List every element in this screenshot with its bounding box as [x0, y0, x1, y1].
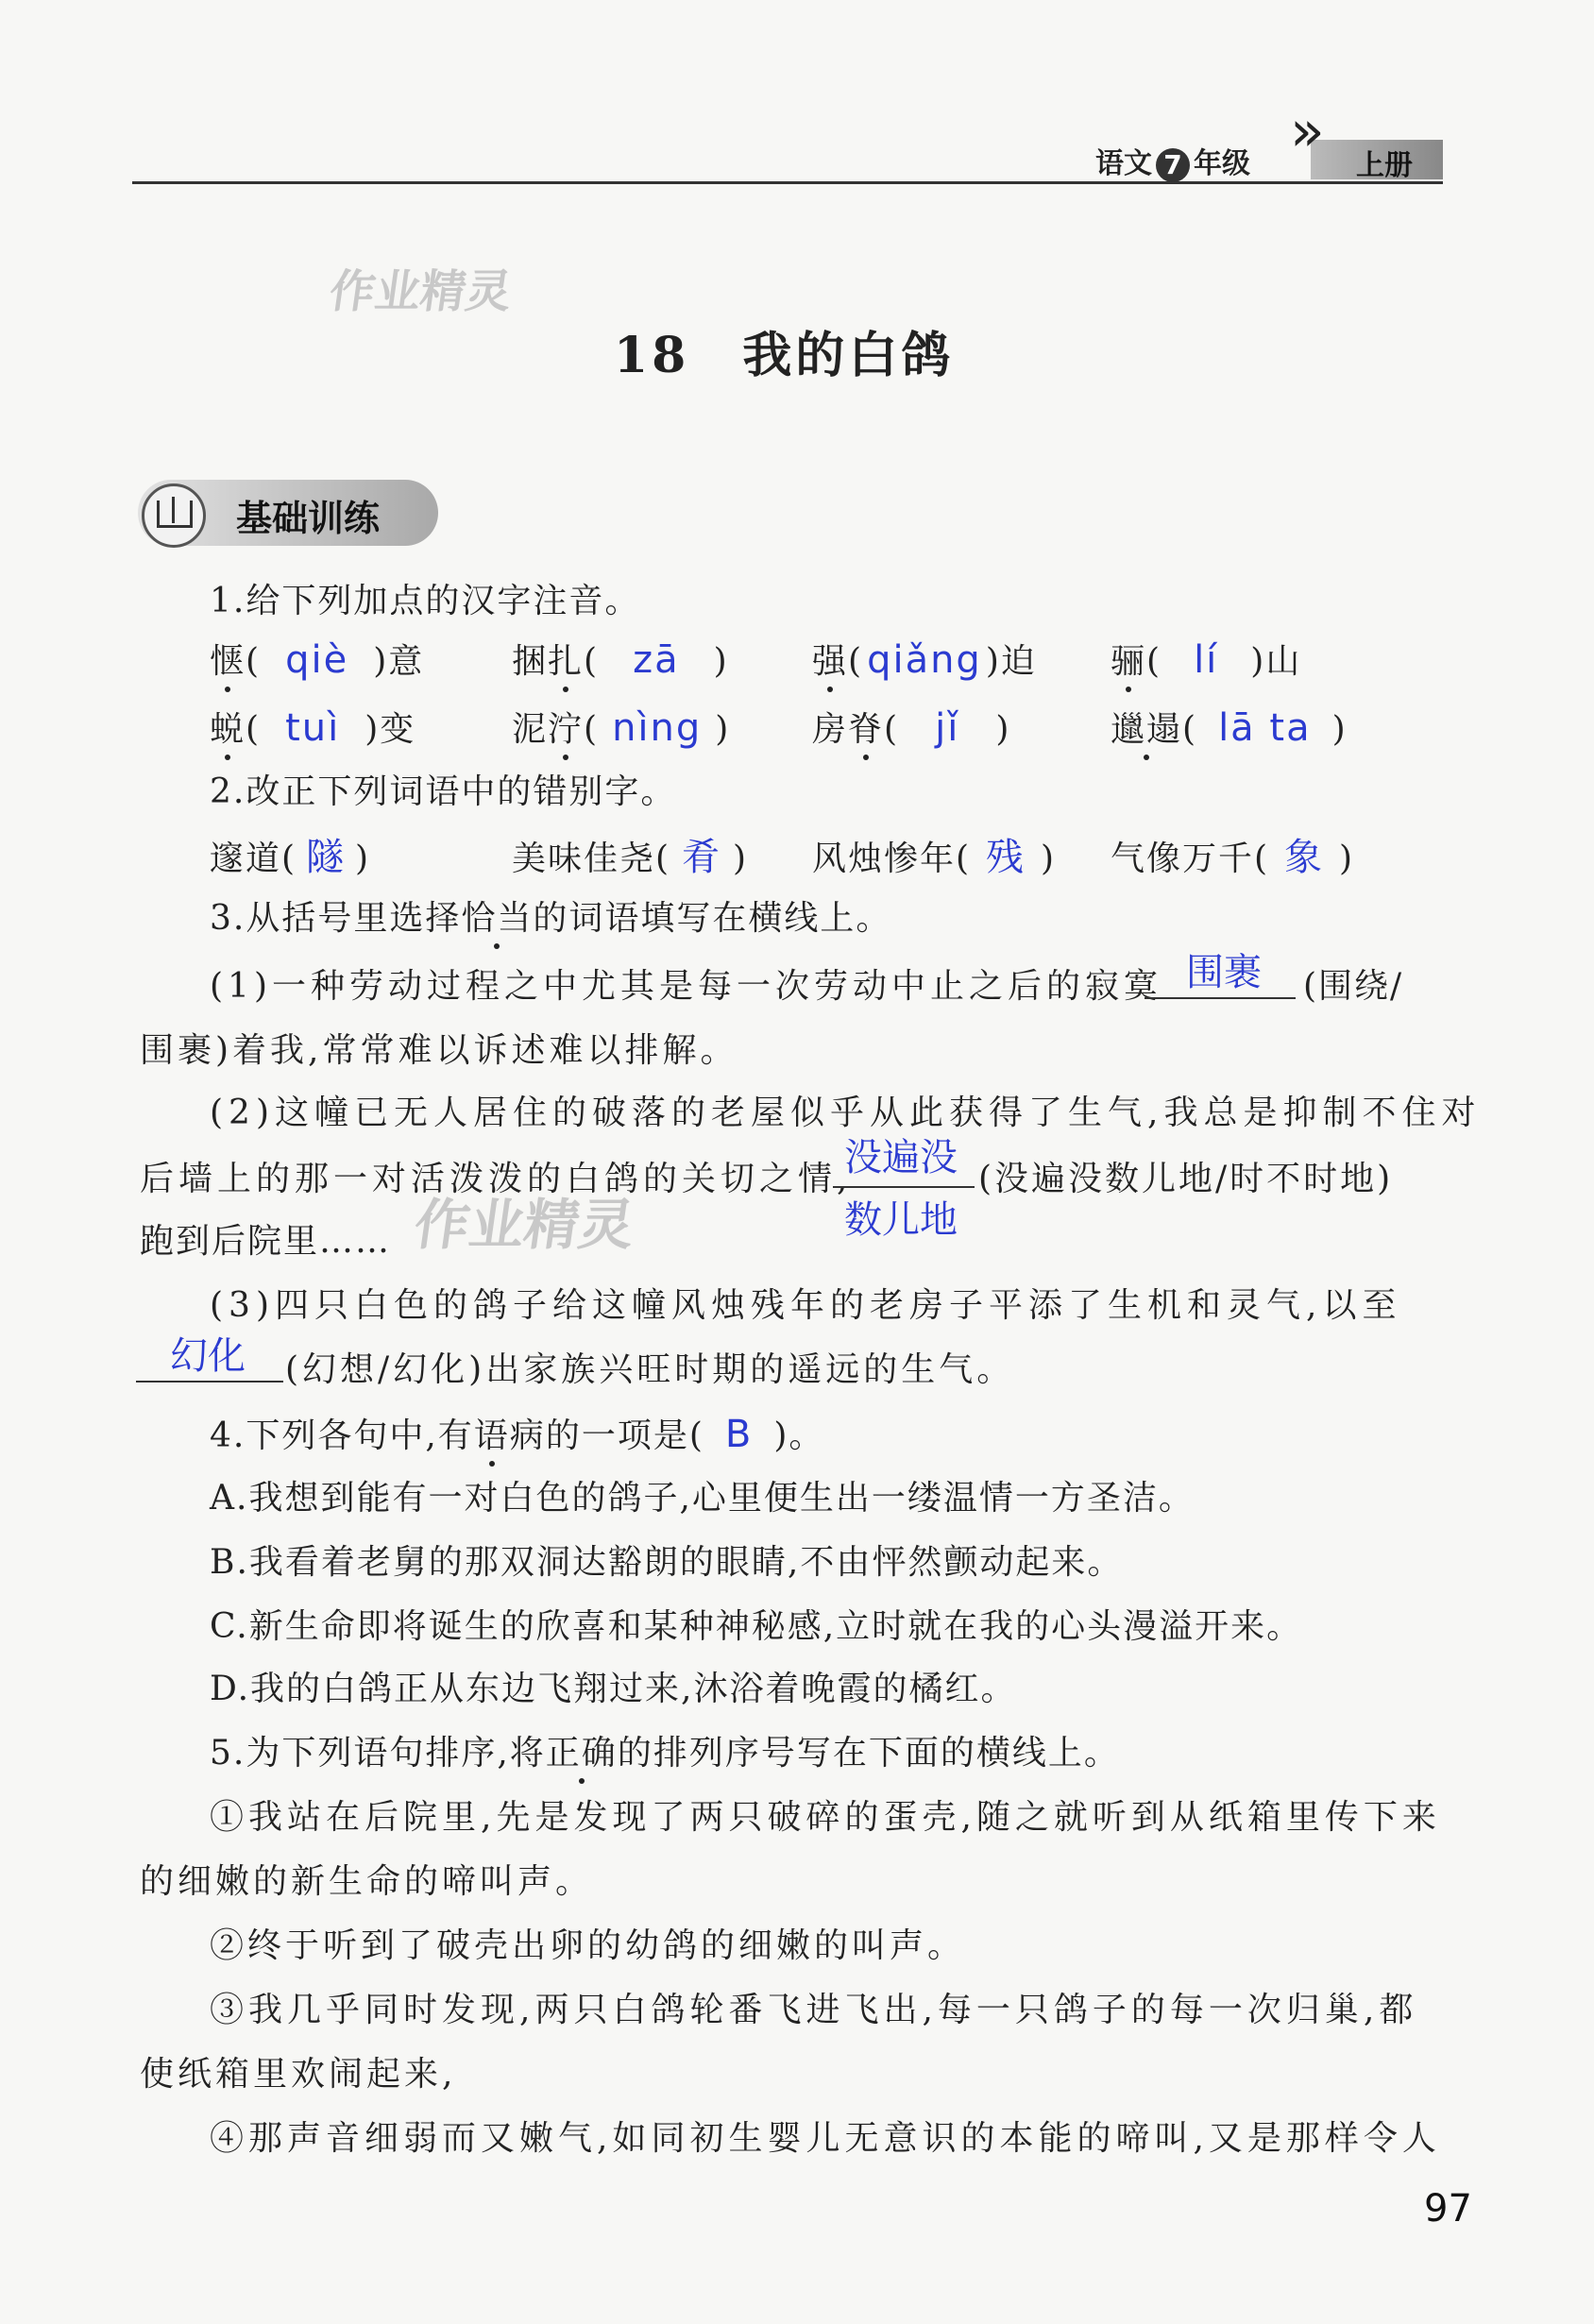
q1-item: 邋遢( lā ta ): [1111, 703, 1348, 751]
q1-item: 捆扎( zā ): [512, 635, 729, 683]
q3-sentence-2-end: 跑到后院里……: [140, 1222, 392, 1261]
q3-sentence-1-cont: 围裹)着我,常常难以诉述难以排解。: [140, 1031, 738, 1070]
header-grade: [1095, 140, 1250, 182]
q1-item: 房脊( jǐ ): [812, 703, 1010, 751]
q1-item: 强( qiǎng )迫: [812, 635, 1037, 683]
q2-item: 风烛惨年( 残 ): [812, 836, 1057, 879]
header-grade-word: 年级: [1194, 147, 1250, 180]
q3-sentence-3-cont: (幻想/幻化)出家族兴旺时期的遥远的生气。: [285, 1350, 1015, 1389]
grade-number-badge: 7: [1156, 148, 1190, 182]
q4-option-d: D.我的白鸽正从东边飞翔过来,沐浴着晚霞的橘红。: [210, 1670, 1017, 1708]
handwritten-answer: 幻化: [170, 1334, 246, 1378]
q5-sentence-4: ④那声音细弱而又嫩气,如同初生婴儿无意识的本能的啼叫,又是那样令人: [210, 2119, 1441, 2158]
q5-stem: 5.为下列语句排序,将正确的排列序号写在下面的横线上。: [210, 1726, 1120, 1774]
q5-sentence-2: ②终于听到了破壳出卵的幼鸽的细嫩的叫声。: [210, 1926, 966, 1965]
q4-option-c: C.新生命即将诞生的欣喜和某种神秘感,立时就在我的心头漫溢开来。: [210, 1607, 1303, 1646]
page-number: 97: [1424, 2187, 1472, 2231]
q1-item: 骊( lí )山: [1111, 635, 1301, 683]
q1-item: 泥泞( nìng ): [512, 703, 730, 751]
q3-sentence-3: (3)四只白色的鸽子给这幢风烛残年的老房子平添了生机和灵气,以至: [210, 1286, 1402, 1325]
header-subject: 语文: [1095, 147, 1152, 180]
q2-item: 美味佳尧( 肴 ): [512, 836, 749, 879]
q3-sentence-2: (2)这幢已无人居住的破落的老屋似乎从此获得了生气,我总是抑制不住对: [210, 1094, 1482, 1132]
handwritten-answer: 没遍没: [844, 1136, 958, 1179]
q2-item: 气像万千( 象 ): [1111, 836, 1355, 879]
q3-sentence-1-options: (围绕/: [1303, 967, 1404, 1006]
q4-option-a: A.我想到能有一对白色的鸽子,心里便生出一缕温情一方圣洁。: [210, 1479, 1195, 1518]
q3-sentence-2-cont: 后墙上的那一对活泼泼的白鸽的关切之情,: [140, 1160, 853, 1198]
q5-sentence-3-cont: 使纸箱里欢闹起来,: [140, 2055, 457, 2094]
q3-stem: 3.从括号里选择恰当的词语填写在横线上。: [210, 891, 891, 940]
answer-line: [1145, 997, 1296, 999]
watermark-top: 作业精灵: [326, 265, 516, 318]
q5-sentence-1-cont: 的细嫩的新生命的啼叫声。: [140, 1862, 594, 1901]
answer-line: [833, 1186, 975, 1188]
q4-stem: 4.下列各句中,有语病的一项是( B )。: [210, 1409, 824, 1457]
q1-item: 蜕( tuì )变: [210, 703, 415, 751]
q1-item: 惬( qiè )意: [210, 635, 424, 683]
book-icon: [157, 500, 193, 528]
q4-option-b: B.我看着老舅的那双洞达豁朗的眼睛,不由怦然颤动起来。: [210, 1543, 1124, 1582]
q3-sentence-1: (1)一种劳动过程之中尤其是每一次劳动中止之后的寂寞: [210, 967, 1162, 1006]
section-title: 基础训练: [236, 498, 381, 539]
q5-sentence-1: ①我站在后院里,先是发现了两只破碎的蛋壳,随之就听到从纸箱里传下来: [210, 1798, 1441, 1837]
q3-sentence-2-options: (没遍没数儿地/时不时地): [978, 1160, 1394, 1198]
handwritten-answer: 围裹: [1186, 951, 1262, 994]
chevron-icon: »: [1290, 98, 1325, 164]
q2-stem: 2.改正下列词语中的错别字。: [210, 772, 677, 811]
answer-line: [136, 1381, 283, 1383]
q5-sentence-3: ③我几乎同时发现,两只白鸽轮番飞进飞出,每一只鸽子的每一次归巢,都: [210, 1991, 1418, 2029]
q2-item: 邃道( 隧 ): [210, 836, 371, 879]
q1-stem: 1.给下列加点的汉字注音。: [210, 582, 641, 620]
lesson-title: 18 我的白鸽: [614, 327, 955, 384]
watermark-middle: 作业精灵: [410, 1193, 639, 1257]
header-volume: 上册: [1356, 149, 1413, 182]
handwritten-answer: 数儿地: [844, 1198, 958, 1242]
